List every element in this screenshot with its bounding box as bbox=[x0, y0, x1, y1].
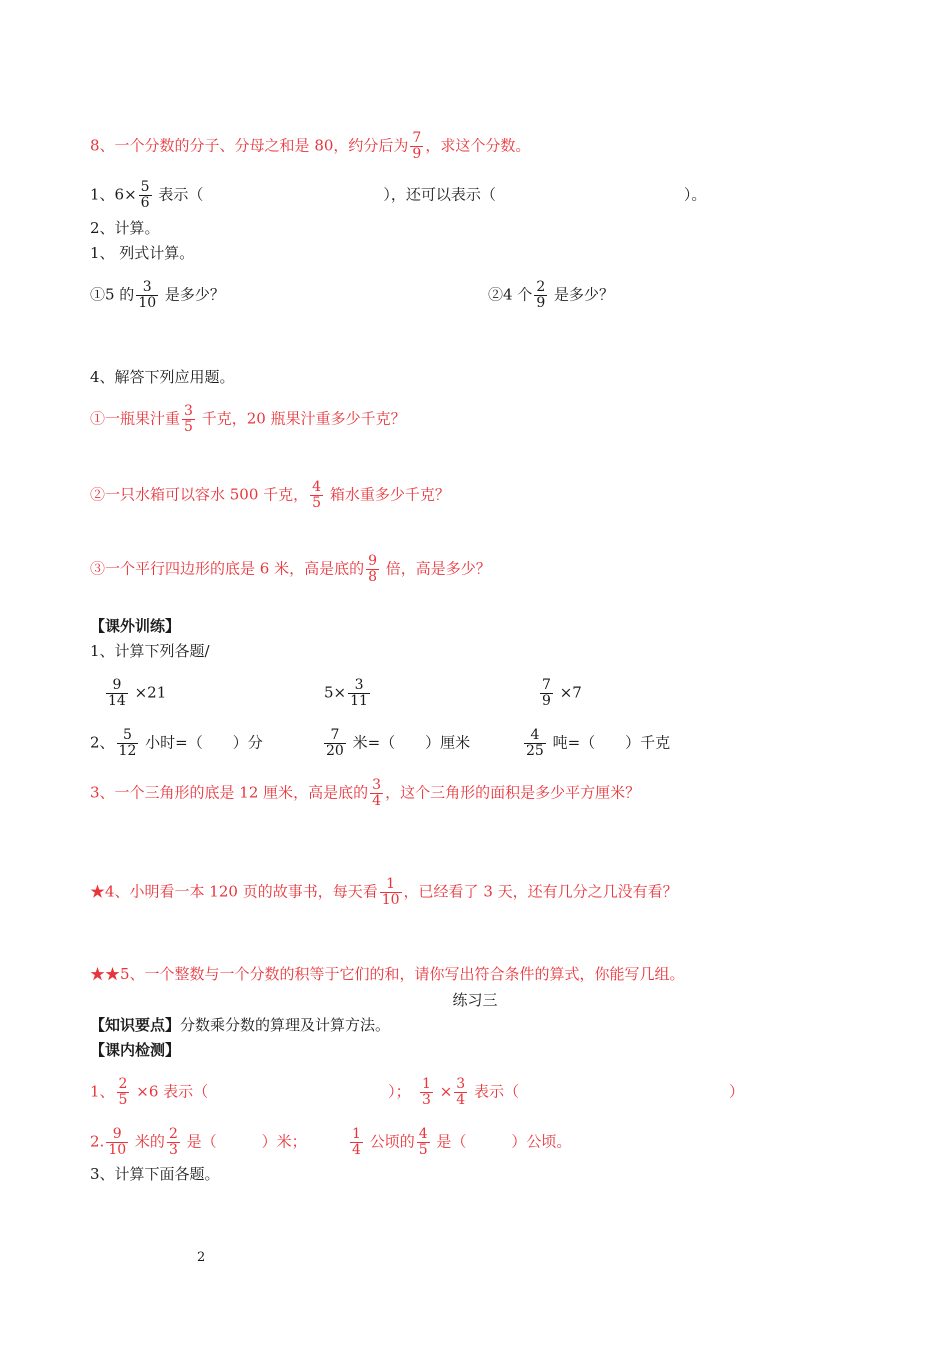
fraction: $\frac{7}{9}$ bbox=[542, 677, 551, 709]
section-title: 练习三 bbox=[452, 991, 498, 1009]
in-class-check-title: 【课内检测】 bbox=[90, 1041, 181, 1059]
fraction: $\frac{3}{10}$ bbox=[138, 279, 157, 311]
fraction: $\frac{3}{4}$ bbox=[456, 1076, 466, 1108]
extra-5: ★★5、一个整数与一个分数的积等于它们的和，请你写出符合条件的算式，你能写几组。 bbox=[90, 965, 685, 983]
fraction: $\frac{7}{20}$ bbox=[326, 727, 344, 759]
fraction: $\frac{4}{5}$ bbox=[418, 1126, 428, 1158]
extra-1: 1、计算下列各题/ bbox=[90, 642, 210, 660]
fraction: $\frac{9}{10}$ bbox=[108, 1126, 127, 1158]
fraction: $\frac{9}{8}$ bbox=[368, 553, 378, 585]
extra-training-title: 【课外训练】 bbox=[90, 617, 181, 635]
question-8: 8、一个分数的分子、分母之和是 80，约分后为 $\frac{7}{9}$ ，求这个分数。 bbox=[90, 130, 531, 162]
fraction: $\frac{9}{14}$ bbox=[108, 677, 126, 709]
fraction: $\frac{2}{9}$ bbox=[536, 279, 546, 311]
extra-1-b: 5× $\frac{3}{11}$ bbox=[324, 677, 368, 709]
application-c: ③一个平行四边形的底是 6 米，高是底的 $\frac{9}{8}$ 倍，高是多少？ bbox=[90, 553, 491, 585]
check-1-b: $\frac{1}{3}$ × $\frac{3}{4}$ 表示（ ） bbox=[422, 1076, 745, 1108]
extra-1-a: $\frac{9}{14}$ ×21 bbox=[108, 677, 167, 709]
fraction: $\frac{3}{5}$ bbox=[184, 403, 193, 435]
check-2-b: $\frac{1}{4}$ 公顷的 $\frac{4}{5}$ 是（ ）公顷。 bbox=[352, 1126, 572, 1158]
check-2-a: 2. $\frac{9}{10}$ 米的 $\frac{2}{3}$ 是（ ）米； bbox=[90, 1126, 307, 1158]
fraction: $\frac{4}{5}$ bbox=[312, 479, 322, 511]
fraction: $\frac{5}{6}$ bbox=[140, 179, 150, 211]
extra-4: ★4、小明看一本 120 页的故事书，每天看 $\frac{1}{10}$ ，已经看了 3 天，还有几分之几没有看？ bbox=[90, 876, 678, 908]
fraction: $\frac{1}{4}$ bbox=[352, 1126, 361, 1158]
question-2: 2、计算。 bbox=[90, 219, 160, 237]
check-3: 3、计算下面各题。 bbox=[90, 1165, 220, 1183]
extra-3: 3、一个三角形的底是 12 厘米，高是底的 $\frac{3}{4}$ ，这个三角形的面积是多少平方厘米？ bbox=[90, 777, 641, 809]
check-1-a: 1、 $\frac{2}{5}$ ×6 表示（ ）； bbox=[90, 1076, 411, 1108]
fraction: $\frac{2}{5}$ bbox=[118, 1076, 128, 1108]
fraction: $\frac{5}{12}$ bbox=[118, 727, 137, 759]
extra-2-c: $\frac{4}{25}$ 吨=（ ）千克 bbox=[526, 727, 671, 759]
question-4: 4、解答下列应用题。 bbox=[90, 368, 235, 386]
q8-text: 8、一个分数的分子、分母之和是 80，约分后为 bbox=[90, 136, 409, 155]
question-1b: 1、 列式计算。 bbox=[90, 244, 195, 262]
application-a: ①一瓶果汁重 $\frac{3}{5}$ 千克，20 瓶果汁重多少千克？ bbox=[90, 403, 406, 435]
application-b: ②一只水箱可以容水 500 千克， $\frac{4}{5}$ 箱水重多少千克？ bbox=[90, 479, 450, 511]
extra-1-c: $\frac{7}{9}$ ×7 bbox=[542, 677, 582, 709]
page-number: 2 bbox=[197, 1250, 206, 1265]
fraction: $\frac{7}{9}$ bbox=[412, 130, 422, 162]
fraction: $\frac{2}{3}$ bbox=[168, 1126, 178, 1158]
fraction: $\frac{3}{4}$ bbox=[372, 777, 382, 809]
fraction: $\frac{1}{3}$ bbox=[422, 1076, 431, 1108]
question-1: 1、6× $\frac{5}{6}$ 表示（ ），还可以表示（ ）。 bbox=[90, 179, 707, 211]
calc-a: ①5 的 $\frac{3}{10}$ 是多少？ bbox=[90, 279, 225, 311]
fraction: $\frac{4}{25}$ bbox=[526, 727, 544, 759]
fraction: $\frac{1}{10}$ bbox=[381, 876, 400, 908]
extra-2-a: 2、 $\frac{5}{12}$ 小时=（ ）分 bbox=[90, 727, 263, 759]
key-points: 【知识要点】分数乘分数的算理及计算方法。 bbox=[90, 1016, 391, 1034]
fraction: $\frac{3}{11}$ bbox=[350, 677, 368, 709]
calc-b: ②4 个 $\frac{2}{9}$ 是多少？ bbox=[488, 279, 615, 311]
extra-2-b: $\frac{7}{20}$ 米=（ ）厘米 bbox=[326, 727, 471, 759]
